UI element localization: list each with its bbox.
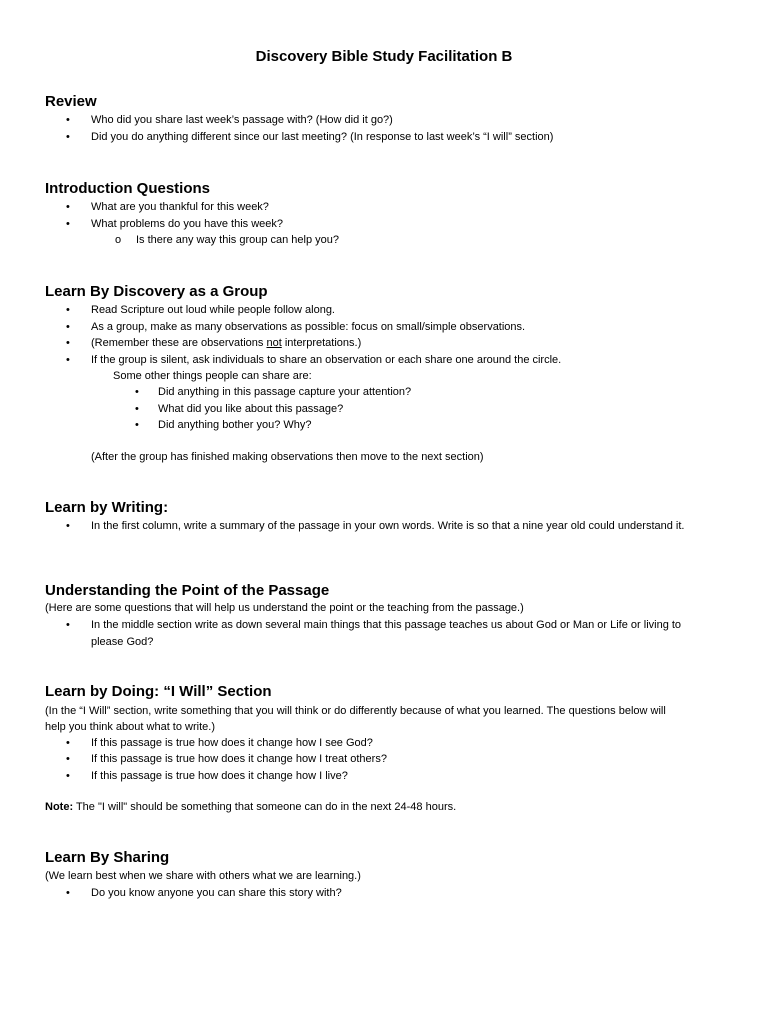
circle-marker: o — [115, 234, 122, 246]
sharing-heading: Learn By Sharing — [45, 849, 170, 866]
group-after: (After the group has finished making observations then move to the next section) — [91, 451, 484, 463]
doing-item-2: If this passage is true how does it change how I treat others? — [91, 753, 387, 765]
intro-item-2: What problems do you have this week? — [91, 218, 283, 230]
bullet-marker: • — [66, 354, 70, 366]
doing-note-line-2: help you think about what to write.) — [45, 721, 215, 733]
group-subitem-3: Did anything bother you? Why? — [158, 419, 312, 431]
doing-item-3: If this passage is true how does it change how I live? — [91, 770, 348, 782]
bullet-marker: • — [135, 419, 139, 431]
doing-heading: Learn by Doing: “I Will” Section — [45, 683, 272, 700]
note-label: Note: — [45, 801, 74, 813]
group-item-remember — [91, 336, 361, 350]
bullet-marker: • — [66, 737, 70, 749]
writing-heading: Learn by Writing: — [45, 499, 169, 516]
document-title: Discovery Bible Study Facilitation B — [255, 48, 513, 65]
point-item-line-2: please God? — [91, 636, 154, 648]
bullet-marker: • — [66, 321, 70, 333]
intro-item-1: What are you thankful for this week? — [91, 201, 269, 213]
group-subitem-1: Did anything in this passage capture your attention? — [158, 386, 412, 398]
intro-heading: Introduction Questions — [45, 180, 210, 197]
doing-note-line-1: (In the “I Will” section, write something that you will think or do differently because of what you learned. The questions below will — [45, 705, 666, 717]
doing-note — [45, 800, 456, 814]
bullet-marker: • — [66, 753, 70, 765]
note-text: The "I will" should be something that someone can do in the next 24-48 hours. — [73, 801, 457, 813]
bullet-marker: • — [66, 131, 70, 143]
remember-post: interpretations.) — [281, 337, 362, 349]
group-subitem-2: What did you like about this passage? — [158, 403, 344, 415]
remember-pre: (Remember these are observations — [91, 337, 267, 349]
bullet-marker: • — [66, 520, 70, 532]
doing-item-1: If this passage is true how does it change how I see God? — [91, 737, 373, 749]
point-note: (Here are some questions that will help us understand the point or the teaching from the passage.) — [45, 602, 524, 614]
bullet-marker: • — [135, 386, 139, 398]
intro-subitem: Is there any way this group can help you? — [136, 234, 340, 246]
bullet-marker: • — [66, 770, 70, 782]
bullet-marker: • — [66, 218, 70, 230]
review-item-1: Who did you share last week’s passage with? (How did it go?) — [91, 114, 393, 126]
remember-not: not — [266, 337, 282, 349]
bullet-marker: • — [66, 887, 70, 899]
point-item-line-1: In the middle section write as down several main things that this passage teaches us about God or Man or Life or living to — [91, 619, 682, 631]
group-heading: Learn By Discovery as a Group — [45, 283, 268, 300]
group-item-2: As a group, make as many observations as possible: focus on small/simple observations. — [91, 321, 526, 333]
group-item-1: Read Scripture out loud while people follow along. — [91, 304, 335, 316]
sharing-item: Do you know anyone you can share this story with? — [91, 887, 342, 899]
point-heading: Understanding the Point of the Passage — [45, 582, 330, 599]
review-item-2: Did you do anything different since our last meeting? (In response to last week’s “I will” section) — [91, 131, 554, 143]
review-heading: Review — [45, 93, 97, 110]
writing-item: In the first column, write a summary of the passage in your own words. Write is so that a nine year old could understand it. — [91, 520, 685, 532]
group-other: Some other things people can share are: — [113, 370, 312, 382]
bullet-marker: • — [66, 304, 70, 316]
bullet-marker: • — [66, 337, 70, 349]
bullet-marker: • — [66, 114, 70, 126]
group-item-3: If the group is silent, ask individuals to share an observation or each share one around the circle. — [91, 354, 562, 366]
bullet-marker: • — [66, 201, 70, 213]
bullet-marker: • — [135, 403, 139, 415]
sharing-note: (We learn best when we share with others what we are learning.) — [45, 870, 361, 882]
bullet-marker: • — [66, 619, 70, 631]
